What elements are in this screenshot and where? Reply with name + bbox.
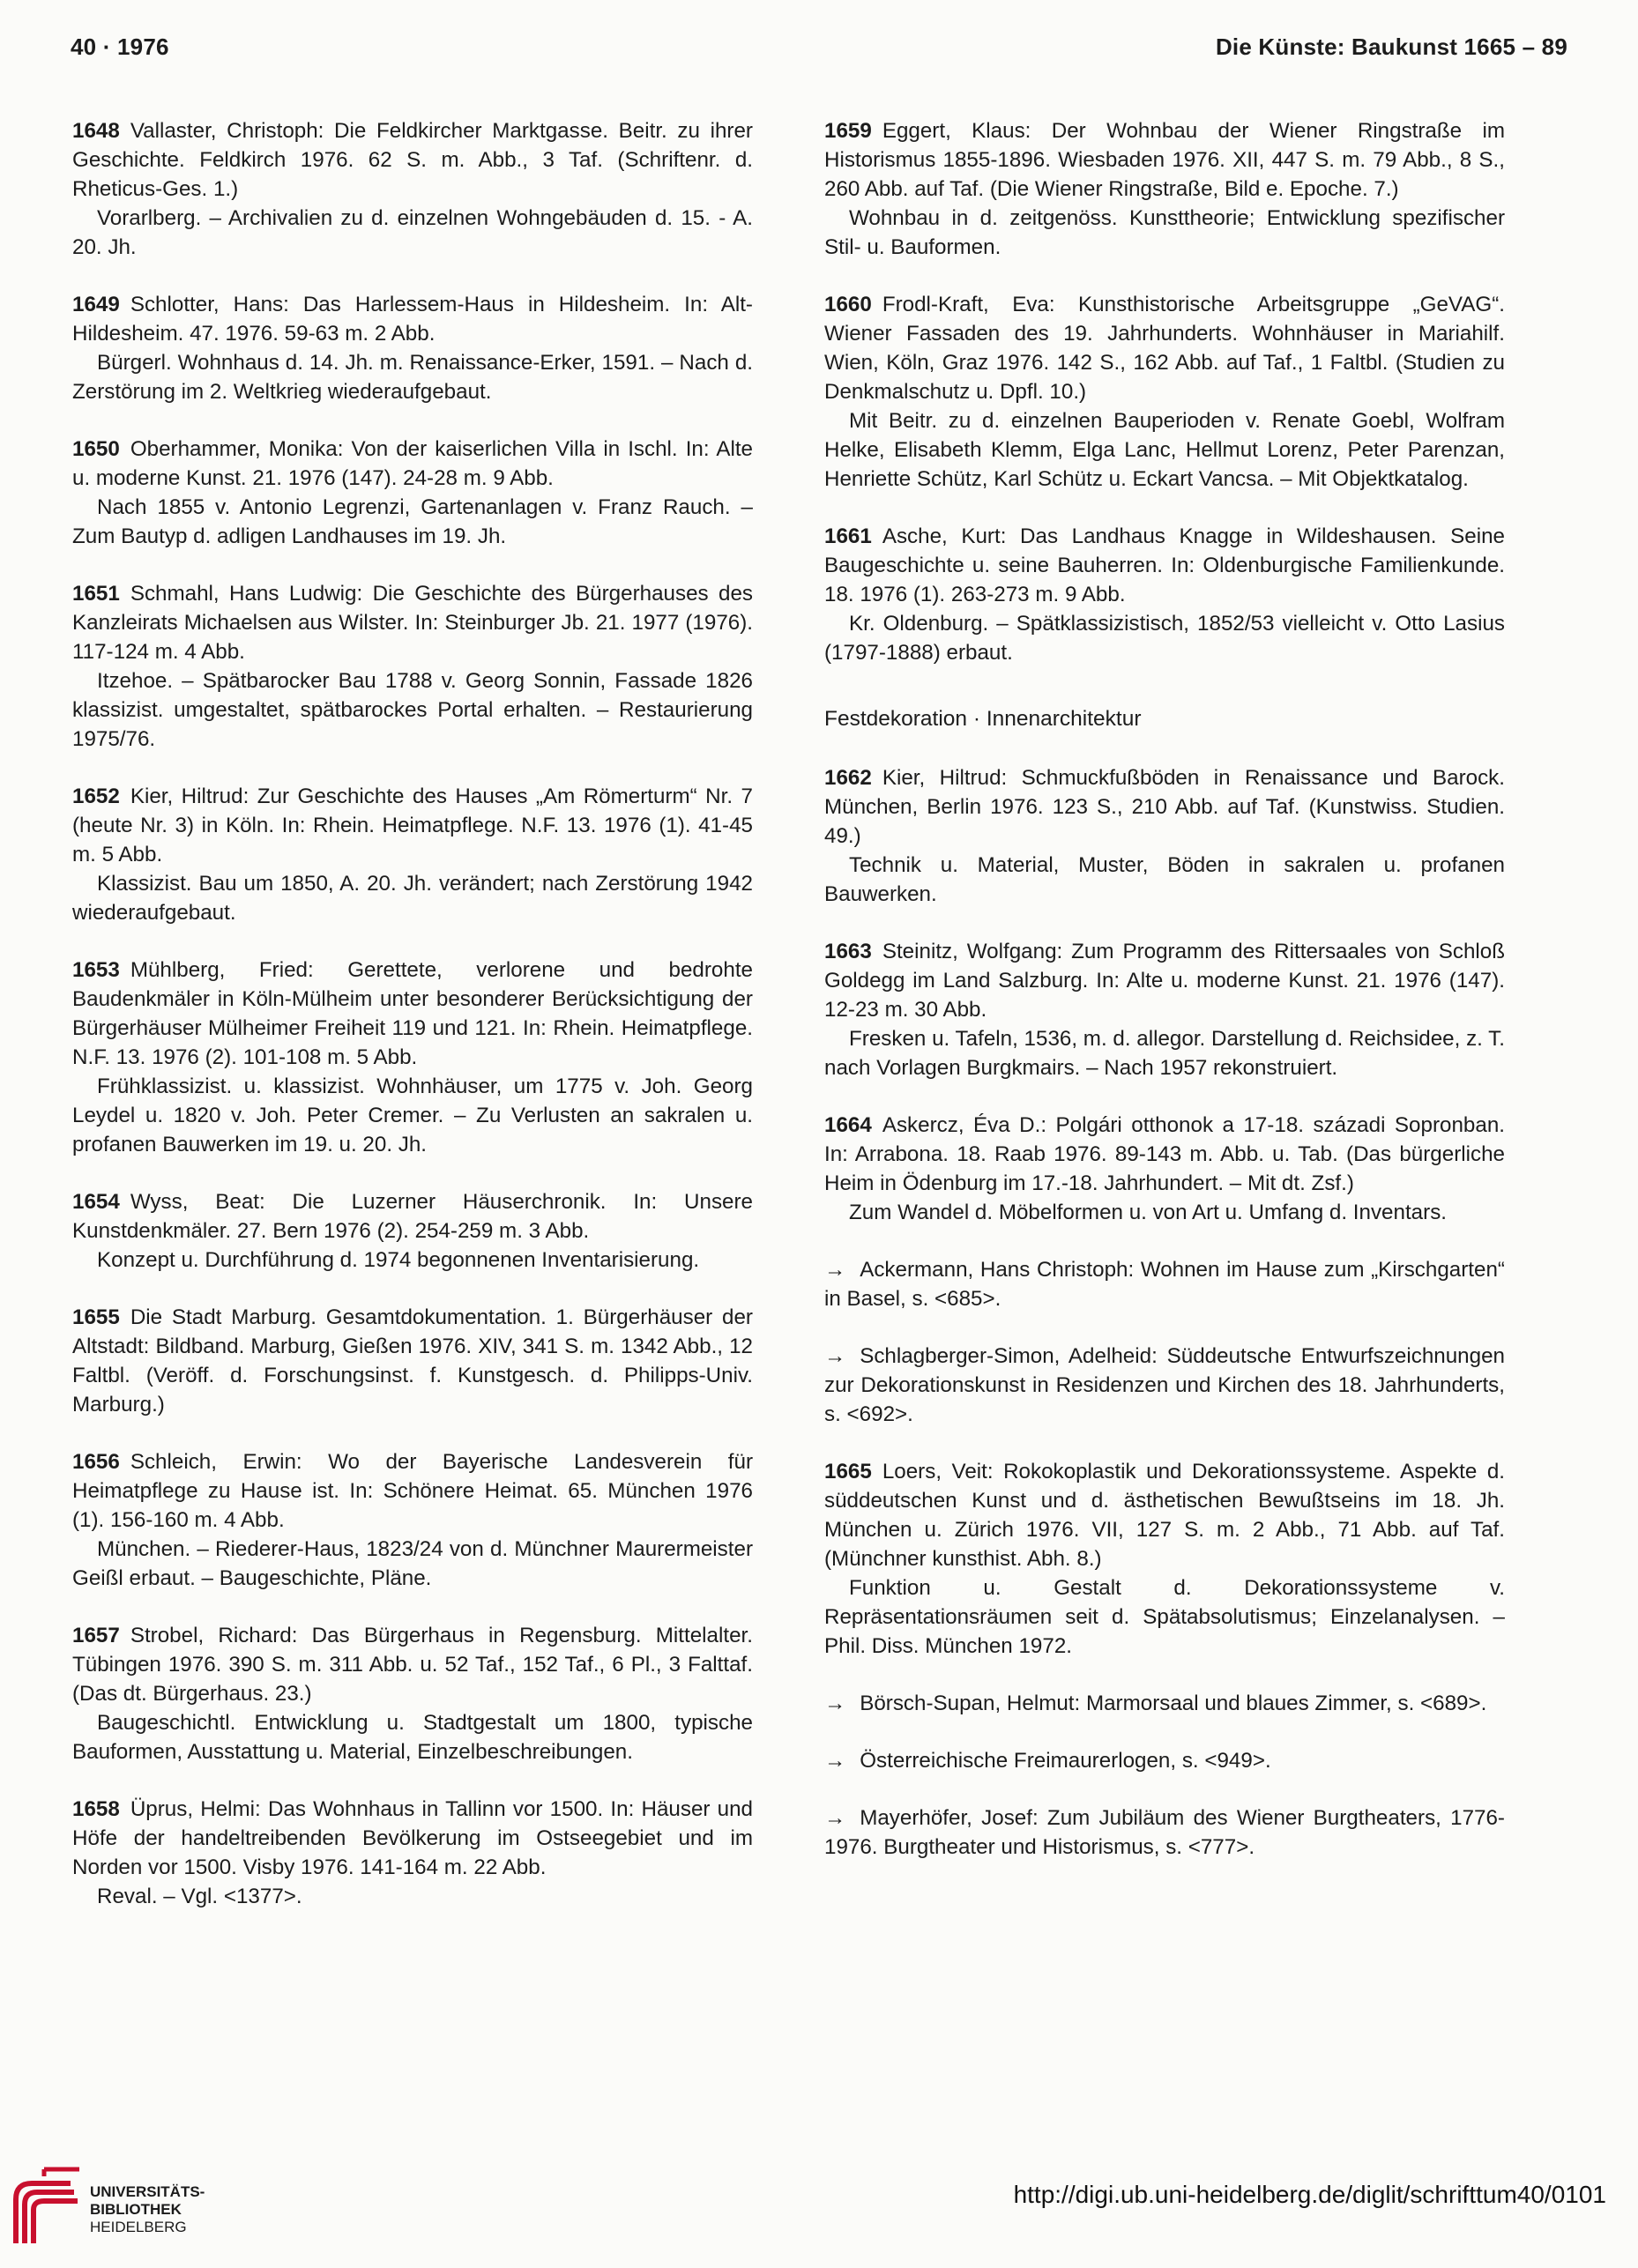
arrow-icon: → [824,1344,846,1368]
entry: 1664 Askercz, Éva D.: Polgári otthonok a 17-18. századi Sopronban. In: Arrabona. 18. Raab 1976. 89-143 m. Abb. u. Tab. (Das bürgerliche Heim in Ödenburg im 17.-18. Jahrhundert. – Mit dt. Zsf.) Zum Wandel d. Möbelformen u. von Art u. Umfang d. Inventars. [824,1113,1505,1224]
page-number: 40 · 1976 [71,33,169,60]
cross-reference: → Schlagberger-Simon, Adelheid: Süddeutsche Entwurfszeichnungen zur Dekorationskunst in Residenzen und Kirchen des 18. Jahrhunderts, s. <692>. [824,1344,1505,1426]
page-header [71,33,1567,69]
entry: 1665 Loers, Veit: Rokokoplastik und Dekorationssysteme. Aspekte d. süddeutschen Kunst und d. ästhetischen Bewußtseins im 18. Jh. München u. Zürich 1976. VII, 127 S. m. 2 Abb., 71 Abb. auf Taf. (Münchner kunsthist. Abh. 8.) Funktion u. Gestalt d. Dekorationssysteme v. Repräsentationsräumen seit d. Spätabsolutismus; Einzelanalysen. – Phil. Diss. München 1972. [824,1460,1505,1658]
entry: 1660 Frodl-Kraft, Eva: Kunsthistorische Arbeitsgruppe „GeVAG“. Wiener Fassaden des 19. Jahrhunderts. Wohnhäuser in Mariahilf. Wien, Köln, Graz 1976. 142 S., 162 Abb. auf Taf., 1 Faltbl. (Studien zu Denkmalschutz u. Dpfl. 10.) Mit Beitr. zu d. einzelnen Bauperioden v. Renate Goebl, Wolfram Helke, Elisabeth Klemm, Elga Lanc, Hellmut Lorenz, Peter Parenzan, Henriette Schütz, Karl Schütz u. Eckart Vancsa. – Mit Objektkatalog. [824,293,1505,491]
entry: 1655 Die Stadt Marburg. Gesamtdokumentation. 1. Bürgerhäuser der Altstadt: Bildband. Marburg, Gießen 1976. XIV, 341 S. m. 1342 Abb., 12 Faltbl. (Veröff. d. Forschungsinst. f. Kunstgesch. d. Philipps-Univ. Marburg.) [72,1305,753,1417]
cross-reference: → Ackermann, Hans Christoph: Wohnen im Hause zum „Kirschgarten“ in Basel, s. <685>. [824,1258,1505,1311]
entry: 1653 Mühlberg, Fried: Gerettete, verlorene und bedrohte Baudenkmäler in Köln-Mülheim unter besonderer Berücksichtigung der Bürgerhäuser Mülheimer Freiheit 119 und 121. In: Rhein. Heimatpflege. N.F. 13. 1976 (2). 101-108 m. 5 Abb. Frühklassizist. u. klassizist. Wohnhäuser, um 1775 v. Joh. Georg Leydel u. 1820 v. Joh. Peter Cremer. – Zu Verlusten an sakralen u. profanen Bauwerken im 19. u. 20. Jh. [72,958,753,1156]
entry: 1657 Strobel, Richard: Das Bürgerhaus in Regensburg. Mittelalter. Tübingen 1976. 390 S. m. 311 Abb. u. 52 Taf., 152 Taf., 6 Pl., 3 Falttaf. (Das dt. Bürgerhaus. 23.) Baugeschichtl. Entwicklung u. Stadtgestalt um 1800, typische Bauformen, Ausstattung u. Material, Einzelbeschreibungen. [72,1624,753,1764]
arrow-icon: → [824,1258,846,1282]
entry: 1648 Vallaster, Christoph: Die Feldkircher Marktgasse. Beitr. zu ihrer Geschichte. Feldkirch 1976. 62 S. m. Abb., 3 Taf. (Schriftenr. d. Rheticus-Ges. 1.) Vorarlberg. – Archivalien zu d. einzelnen Wohngebäuden d. 15. - A. 20. Jh. [72,119,753,259]
entry: 1662 Kier, Hiltrud: Schmuckfußböden in Renaissance und Barock. München, Berlin 1976. 123 S., 210 Abb. auf Taf. (Kunstwiss. Studien. 49.) Technik u. Material, Muster, Böden in sakralen u. profanen Bauwerken. [824,766,1505,906]
entry: 1658 Üprus, Helmi: Das Wohnhaus in Tallinn vor 1500. In: Häuser und Höfe der handeltreibenden Bevölkerung im Ostseegebiet und im Norden vor 1500. Visby 1976. 141-164 m. 22 Abb. Reval. – Vgl. <1377>. [72,1797,753,1908]
entry: 1659 Eggert, Klaus: Der Wohnbau der Wiener Ringstraße im Historismus 1855-1896. Wiesbaden 1976. XII, 447 S. m. 79 Abb., 8 S., 260 Abb. auf Taf. (Die Wiener Ringstraße, Bild e. Epoche. 7.) Wohnbau in d. zeitgenöss. Kunsttheorie; Entwicklung spezifischer Stil- u. Bauformen. [824,119,1505,259]
library-logo[interactable] [9,2164,220,2252]
entry: 1663 Steinitz, Wolfgang: Zum Programm des Rittersaales von Schloß Goldegg im Land Salzburg. In: Alte u. moderne Kunst. 21. 1976 (147). 12-23 m. 30 Abb. Fresken u. Tafeln, 1536, m. d. allegor. Darstellung d. Reichsidee, z. T. nach Vorlagen Burgkmairs. – Nach 1957 rekonstruiert. [824,940,1505,1080]
entry: 1649 Schlotter, Hans: Das Harlessem-Haus in Hildesheim. In: Alt-Hildesheim. 47. 1976. 59-63 m. 2 Abb. Bürgerl. Wohnhaus d. 14. Jh. m. Renaissance-Erker, 1591. – Nach d. Zerstörung im 2. Weltkrieg wiederaufgebaut. [72,293,753,404]
library-name: UNIVERSITÄTS- BIBLIOTHEK HEIDELBERG [90,2183,205,2235]
running-title: Die Künste: Baukunst 1665 – 89 [1215,33,1567,60]
left-column [72,116,753,1939]
source-url-link[interactable]: http://digi.ub.uni-heidelberg.de/diglit/schrifttum40/0101 [1013,2181,1606,2208]
right-column [824,116,1505,1890]
cross-reference: → Börsch-Supan, Helmut: Marmorsaal und blaues Zimmer, s. <689>. [824,1692,1487,1715]
entry: 1650 Oberhammer, Monika: Von der kaiserlichen Villa in Ischl. In: Alte u. moderne Kunst. 21. 1976 (147). 24-28 m. 9 Abb. Nach 1855 v. Antonio Legrenzi, Gartenanlagen v. Franz Rauch. – Zum Bautyp d. adligen Landhauses im 19. Jh. [72,437,753,548]
entry: 1651 Schmahl, Hans Ludwig: Die Geschichte des Bürgerhauses des Kanzleirats Michaelsen aus Wilster. In: Steinburger Jb. 21. 1977 (1976). 117-124 m. 4 Abb. Itzehoe. – Spätbarocker Bau 1788 v. Georg Sonnin, Fassade 1826 klassizist. umgestaltet, spätbarockes Portal erhalten. – Restaurierung 1975/76. [72,582,753,751]
section-heading: Festdekoration · Innenarchitektur [824,707,1142,731]
entry: 1656 Schleich, Erwin: Wo der Bayerische Landesverein für Heimatpflege zu Hause ist. In: Schönere Heimat. 65. München 1976 (1). 156-160 m. 4 Abb. München. – Riederer-Haus, 1823/24 von d. Münchner Maurermeister Geißl erbaut. – Baugeschichte, Pläne. [72,1450,753,1590]
entry: 1654 Wyss, Beat: Die Luzerner Häuserchronik. In: Unsere Kunstdenkmäler. 27. Bern 1976 (2). 254-259 m. 3 Abb. Konzept u. Durchführung d. 1974 begonnenen Inventarisierung. [72,1190,753,1272]
entry: 1652 Kier, Hiltrud: Zur Geschichte des Hauses „Am Römerturm“ Nr. 7 (heute Nr. 3) in Köln. In: Rhein. Heimatpflege. N.F. 13. 1976 (1). 41-45 m. 5 Abb. Klassizist. Bau um 1850, A. 20. Jh. verändert; nach Zerstörung 1942 wiederaufgebaut. [72,785,753,925]
arrow-icon: → [824,1749,846,1773]
library-logo-icon [9,2164,83,2252]
arrow-icon: → [824,1692,846,1715]
entry: 1661 Asche, Kurt: Das Landhaus Knagge in Wildeshausen. Seine Baugeschichte u. seine Bauherren. In: Oldenburgische Familienkunde. 18. 1976 (1). 263-273 m. 9 Abb. Kr. Oldenburg. – Spätklassizistisch, 1852/53 vielleicht v. Otto Lasius (1797-1888) erbaut. [824,524,1505,665]
cross-reference: → Mayerhöfer, Josef: Zum Jubiläum des Wiener Burgtheaters, 1776-1976. Burgtheater und Historismus, s. <777>. [824,1806,1505,1859]
cross-reference: → Österreichische Freimaurerlogen, s. <949>. [824,1749,1271,1773]
arrow-icon: → [824,1806,846,1830]
